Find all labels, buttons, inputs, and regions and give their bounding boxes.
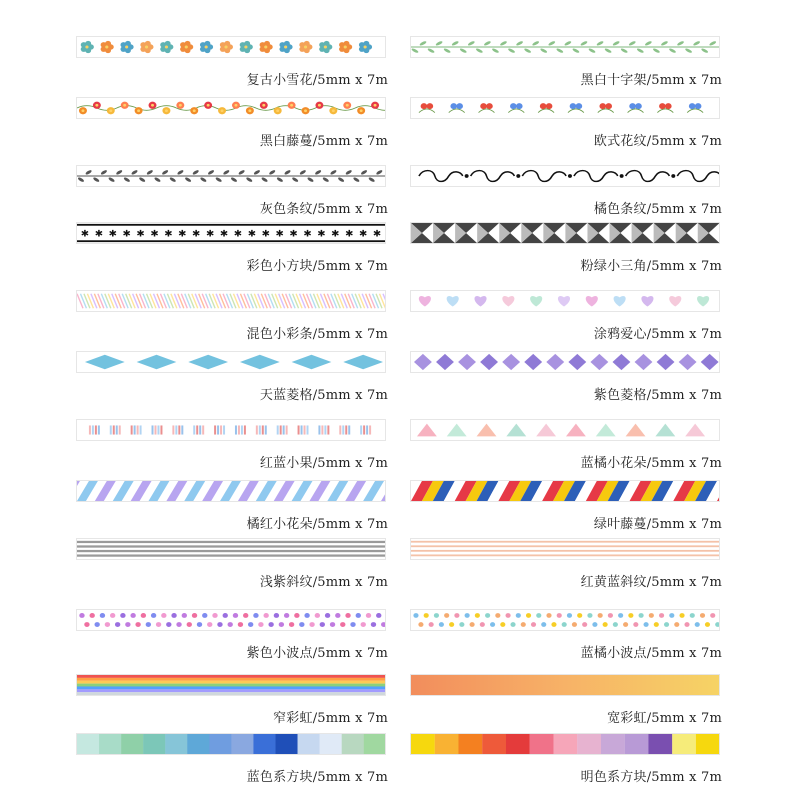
tape-item xyxy=(410,36,722,96)
tape-label: 黑白十字架/5mm x 7m xyxy=(580,73,722,88)
tape-item xyxy=(410,538,722,598)
tape-item xyxy=(76,290,388,350)
tape-label: 复古小雪花/5mm x 7m xyxy=(246,73,388,88)
tape-item xyxy=(410,733,722,793)
tape-item xyxy=(410,419,722,479)
tape-label: 橘色条纹/5mm x 7m xyxy=(593,202,722,217)
tape-label: 混色小彩条/5mm x 7m xyxy=(246,327,388,342)
tape-item xyxy=(76,97,388,157)
svg-text:✱: ✱ xyxy=(178,228,187,240)
svg-text:✱: ✱ xyxy=(345,228,354,240)
tape-item xyxy=(410,97,722,157)
tape-swatch-peach-stripes xyxy=(410,538,720,560)
tape-swatch-purple-diamonds xyxy=(410,351,720,373)
tape-item xyxy=(76,351,388,411)
svg-text:✱: ✱ xyxy=(289,228,298,240)
tape-label: 彩色小方块/5mm x 7m xyxy=(246,259,388,274)
svg-text:✱: ✱ xyxy=(358,228,368,240)
tape-item xyxy=(410,609,722,669)
tape-label: 欧式花纹/5mm x 7m xyxy=(593,134,722,149)
tape-swatch-bright-blocks xyxy=(410,733,720,755)
tape-swatch-blue-orange-dots xyxy=(410,609,720,631)
svg-text:✱: ✱ xyxy=(122,228,131,240)
tape-label: 浅紫斜纹/5mm x 7m xyxy=(259,575,388,590)
svg-text:✱: ✱ xyxy=(192,228,201,240)
tape-swatch-snowflake xyxy=(76,36,386,58)
tape-item xyxy=(76,480,388,540)
tape-swatch-diagonal-blue-purple xyxy=(76,480,386,502)
tape-item xyxy=(76,674,388,734)
tape-label: 蓝橘小花朵/5mm x 7m xyxy=(580,456,722,471)
svg-text:✱: ✱ xyxy=(303,228,312,240)
tape-swatch-pastel-triangles xyxy=(410,419,720,441)
tape-label: 紫色菱格/5mm x 7m xyxy=(593,388,722,403)
tape-item xyxy=(410,351,722,411)
tape-swatch-blue-blocks xyxy=(76,733,386,755)
tape-swatch-black-asterisk xyxy=(76,222,386,244)
svg-text:✱: ✱ xyxy=(372,228,382,240)
tape-swatch-black-scroll xyxy=(410,165,720,187)
tape-swatch-mixed-stripes xyxy=(76,290,386,312)
tape-item xyxy=(410,222,722,282)
tape-label: 紫色小波点/5mm x 7m xyxy=(246,646,388,661)
tape-swatch-purple-dots xyxy=(76,609,386,631)
tape-swatch-triangle-tiles xyxy=(410,222,720,244)
tape-label: 涂鸦爱心/5mm x 7m xyxy=(593,327,722,342)
tape-item xyxy=(76,609,388,669)
svg-text:✱: ✱ xyxy=(331,228,340,240)
tape-swatch-green-leaves xyxy=(410,36,720,58)
svg-text:✱: ✱ xyxy=(205,228,215,240)
tape-label: 黑白藤蔓/5mm x 7m xyxy=(259,134,388,149)
tape-swatch-wide-rainbow xyxy=(410,674,720,696)
svg-text:✱: ✱ xyxy=(164,228,173,240)
tape-item xyxy=(410,480,722,540)
svg-text:✱: ✱ xyxy=(150,228,159,240)
svg-text:✱: ✱ xyxy=(317,228,326,240)
svg-text:✱: ✱ xyxy=(261,228,270,240)
tape-item xyxy=(76,733,388,793)
tape-label: 宽彩虹/5mm x 7m xyxy=(607,711,722,726)
tape-label: 窄彩虹/5mm x 7m xyxy=(273,711,388,726)
tape-label: 粉绿小三角/5mm x 7m xyxy=(580,259,722,274)
tape-swatch-gray-leaves xyxy=(76,165,386,187)
tape-item xyxy=(410,165,722,225)
tape-swatch-sky-diamonds xyxy=(76,351,386,373)
tape-label: 天蓝菱格/5mm x 7m xyxy=(259,388,388,403)
svg-text:✱: ✱ xyxy=(108,228,117,240)
tape-item xyxy=(410,290,722,350)
svg-text:✱: ✱ xyxy=(94,228,104,240)
svg-text:✱: ✱ xyxy=(219,228,229,240)
tape-label: 灰色条纹/5mm x 7m xyxy=(259,202,388,217)
tape-swatch-flower-vine xyxy=(76,97,386,119)
tape-item xyxy=(76,165,388,225)
tape-label: 蓝色系方块/5mm x 7m xyxy=(246,770,388,785)
tape-item xyxy=(76,222,388,282)
svg-text:✱: ✱ xyxy=(247,228,257,240)
tape-item xyxy=(76,419,388,479)
tape-swatch-gray-stripes xyxy=(76,538,386,560)
tape-label: 明色系方块/5mm x 7m xyxy=(580,770,722,785)
tape-label: 红蓝小果/5mm x 7m xyxy=(259,456,388,471)
tape-swatch-narrow-rainbow xyxy=(76,674,386,696)
svg-text:✱: ✱ xyxy=(275,228,284,240)
tape-label: 绿叶藤蔓/5mm x 7m xyxy=(593,517,722,532)
tape-swatch-primary-diagonal xyxy=(410,480,720,502)
tape-item xyxy=(410,674,722,734)
tape-label: 红黄蓝斜纹/5mm x 7m xyxy=(580,575,722,590)
svg-text:✱: ✱ xyxy=(233,228,243,240)
svg-text:✱: ✱ xyxy=(136,228,145,240)
tape-item xyxy=(76,36,388,96)
tape-item xyxy=(76,538,388,598)
tape-swatch-hearts xyxy=(410,290,720,312)
tape-label: 蓝橘小波点/5mm x 7m xyxy=(580,646,722,661)
tape-swatch-berries xyxy=(410,97,720,119)
tape-swatch-red-blue-blocks xyxy=(76,419,386,441)
svg-text:✱: ✱ xyxy=(80,228,90,240)
tape-label: 橘红小花朵/5mm x 7m xyxy=(246,517,388,532)
